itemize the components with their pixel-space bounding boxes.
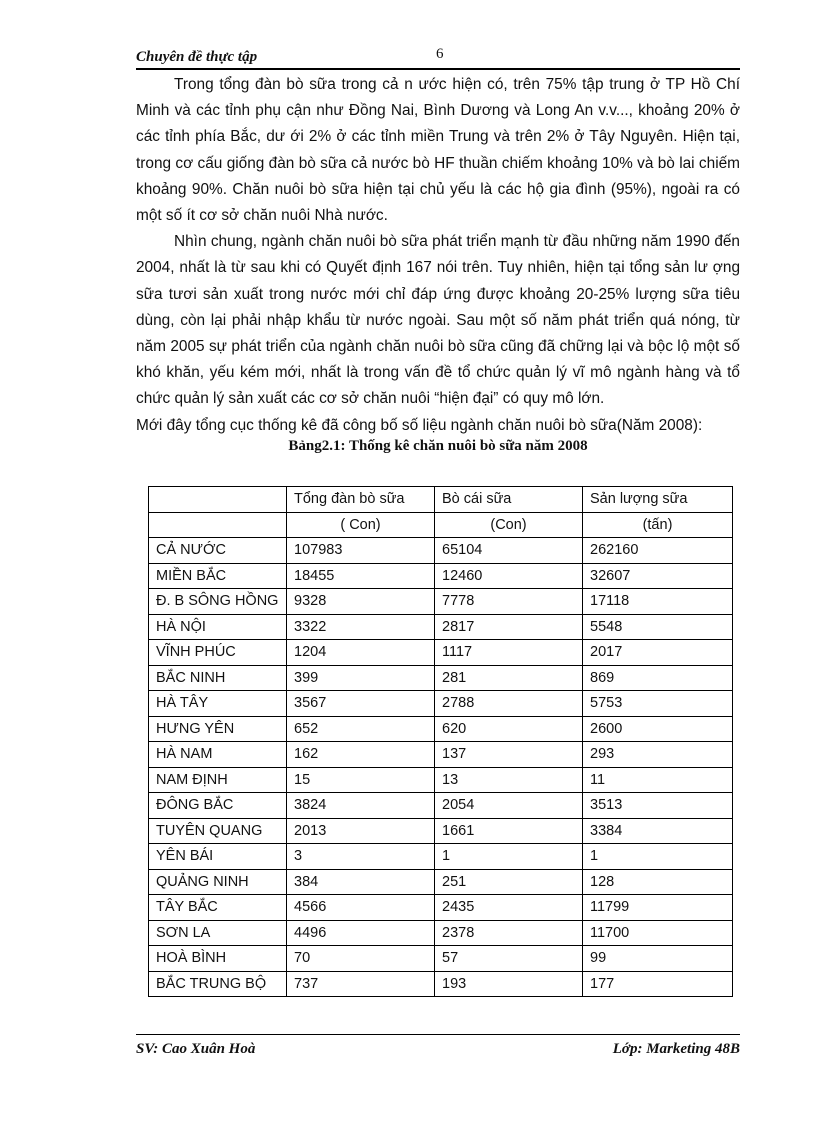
value-cell: 251 [435, 869, 583, 895]
value-cell: 1 [435, 844, 583, 870]
value-cell: 281 [435, 665, 583, 691]
table-unit-cell: (Con) [435, 512, 583, 538]
region-cell: HÀ NỘI [149, 614, 287, 640]
value-cell: 32607 [583, 563, 733, 589]
value-cell: 177 [583, 971, 733, 997]
page-footer [136, 1034, 740, 1061]
region-cell: CẢ NƯỚC [149, 538, 287, 564]
table-unit-cell [149, 512, 287, 538]
value-cell: 137 [435, 742, 583, 768]
value-cell: 11 [583, 767, 733, 793]
paragraph: Nhìn chung, ngành chăn nuôi bò sữa phát triển mạnh từ đầu những năm 1990 đến 2004, nhất là từ sau khi có Quyết định 167 nói trên. Tuy nhiên, hiện tại tổng sản lư ợng sữa tươi sản xuất trong nước mới chỉ đáp ứng được khoảng 20-25% lượng sữa tiêu dùng, còn lại phải nhập khẩu từ nước ngoài. Sau một số năm phát triển quá nóng, từ năm 2005 sự phát triển của ngành chăn nuôi bò sữa cũng đã chững lại và bộc lộ một số khó khăn, yếu kém mới, nhất là trong vấn đề tổ chức quản lý vĩ mô ngành hàng và tổ chức quản lý sản xuất các cơ sở chăn nuôi “hiện đại” có quy mô lớn. [136, 233, 740, 408]
value-cell: 70 [287, 946, 435, 972]
region-cell: HÀ TÂY [149, 691, 287, 717]
table-row [149, 691, 733, 717]
value-cell: 128 [583, 869, 733, 895]
student-name: SV: Cao Xuân Hoà [136, 1041, 256, 1057]
region-cell: TÂY BẮC [149, 895, 287, 921]
region-cell: MIỀN BẮC [149, 563, 287, 589]
table-row [149, 895, 733, 921]
value-cell: 4496 [287, 920, 435, 946]
value-cell: 2788 [435, 691, 583, 717]
body-text [136, 72, 740, 439]
value-cell: 15 [287, 767, 435, 793]
value-cell: 18455 [287, 563, 435, 589]
region-cell: HƯNG YÊN [149, 716, 287, 742]
value-cell: 3 [287, 844, 435, 870]
table-row [149, 767, 733, 793]
value-cell: 1 [583, 844, 733, 870]
value-cell: 3513 [583, 793, 733, 819]
value-cell: 1117 [435, 640, 583, 666]
value-cell: 2017 [583, 640, 733, 666]
value-cell: 2054 [435, 793, 583, 819]
value-cell: 13 [435, 767, 583, 793]
value-cell: 399 [287, 665, 435, 691]
value-cell: 2378 [435, 920, 583, 946]
value-cell: 11700 [583, 920, 733, 946]
table-row [149, 716, 733, 742]
table-header-cell: Tổng đàn bò sữa [287, 487, 435, 513]
page-number: 6 [436, 46, 444, 62]
value-cell: 193 [435, 971, 583, 997]
region-cell: VĨNH PHÚC [149, 640, 287, 666]
value-cell: 737 [287, 971, 435, 997]
value-cell: 57 [435, 946, 583, 972]
value-cell: 2013 [287, 818, 435, 844]
value-cell: 11799 [583, 895, 733, 921]
value-cell: 4566 [287, 895, 435, 921]
value-cell: 293 [583, 742, 733, 768]
value-cell: 3567 [287, 691, 435, 717]
region-cell: BẮC NINH [149, 665, 287, 691]
value-cell: 2817 [435, 614, 583, 640]
value-cell: 99 [583, 946, 733, 972]
region-cell: HÀ NAM [149, 742, 287, 768]
report-title: Chuyên đề thực tập [136, 49, 258, 65]
region-cell: Đ. B SÔNG HỒNG [149, 589, 287, 615]
table-unit-cell: ( Con) [287, 512, 435, 538]
table-header-cell: Bò cái sữa [435, 487, 583, 513]
table-row [149, 640, 733, 666]
value-cell: 652 [287, 716, 435, 742]
value-cell: 17118 [583, 589, 733, 615]
table-row [149, 589, 733, 615]
value-cell: 7778 [435, 589, 583, 615]
value-cell: 107983 [287, 538, 435, 564]
table-row [149, 793, 733, 819]
table-unit-cell: (tấn) [583, 512, 733, 538]
table-header-cell [149, 487, 287, 513]
table-row [149, 844, 733, 870]
region-cell: BẮC TRUNG BỘ [149, 971, 287, 997]
table-row [149, 538, 733, 564]
table-caption: Bảng2.1: Thống kê chăn nuôi bò sữa năm 2008 [288, 438, 588, 454]
region-cell: HOÀ BÌNH [149, 946, 287, 972]
region-cell: TUYÊN QUANG [149, 818, 287, 844]
value-cell: 1204 [287, 640, 435, 666]
region-cell: NAM ĐỊNH [149, 767, 287, 793]
table-row [149, 614, 733, 640]
page-header [136, 44, 740, 70]
value-cell: 869 [583, 665, 733, 691]
class-name: Lớp: Marketing 48B [612, 1041, 740, 1057]
value-cell: 620 [435, 716, 583, 742]
table-row [149, 869, 733, 895]
region-cell: YÊN BÁI [149, 844, 287, 870]
value-cell: 3322 [287, 614, 435, 640]
table-intro: Mới đây tổng cục thống kê đã công bố số liệu ngành chăn nuôi bò sữa(Năm 2008): [136, 416, 703, 434]
table-row [149, 563, 733, 589]
region-cell: ĐÔNG BẮC [149, 793, 287, 819]
region-cell: SƠN LA [149, 920, 287, 946]
value-cell: 2600 [583, 716, 733, 742]
table-row [149, 665, 733, 691]
region-cell: QUẢNG NINH [149, 869, 287, 895]
value-cell: 2435 [435, 895, 583, 921]
paragraph: Trong tổng đàn bò sữa trong cả n ước hiện có, trên 75% tập trung ở TP Hồ Chí Minh và các tỉnh phụ cận như Đồng Nai, Bình Dương và Long An v.v..., khoảng 20% ở các tỉnh phía Bắc, dư ới 2% ở các tỉnh miền Trung và trên 2% ở Tây Nguyên. Hiện tại, trong cơ cấu giống đàn bò sữa cả nước bò HF thuần chiếm khoảng 10% và bò lai chiếm khoảng 90%. Chăn nuôi bò sữa hiện tại chủ yếu là các hộ gia đình (95%), ngoài ra có một số ít cơ sở chăn nuôi Nhà nước. [136, 76, 740, 225]
value-cell: 5548 [583, 614, 733, 640]
table-header-cell: Sản lượng sữa [583, 487, 733, 513]
value-cell: 162 [287, 742, 435, 768]
value-cell: 3824 [287, 793, 435, 819]
table-header-row [149, 487, 733, 513]
table-row [149, 742, 733, 768]
value-cell: 1661 [435, 818, 583, 844]
table-row [149, 818, 733, 844]
value-cell: 3384 [583, 818, 733, 844]
value-cell: 384 [287, 869, 435, 895]
table-row [149, 920, 733, 946]
dairy-statistics-table [148, 486, 733, 997]
value-cell: 9328 [287, 589, 435, 615]
value-cell: 262160 [583, 538, 733, 564]
value-cell: 65104 [435, 538, 583, 564]
value-cell: 5753 [583, 691, 733, 717]
table-units-row [149, 512, 733, 538]
table-row [149, 971, 733, 997]
value-cell: 12460 [435, 563, 583, 589]
table-row [149, 946, 733, 972]
